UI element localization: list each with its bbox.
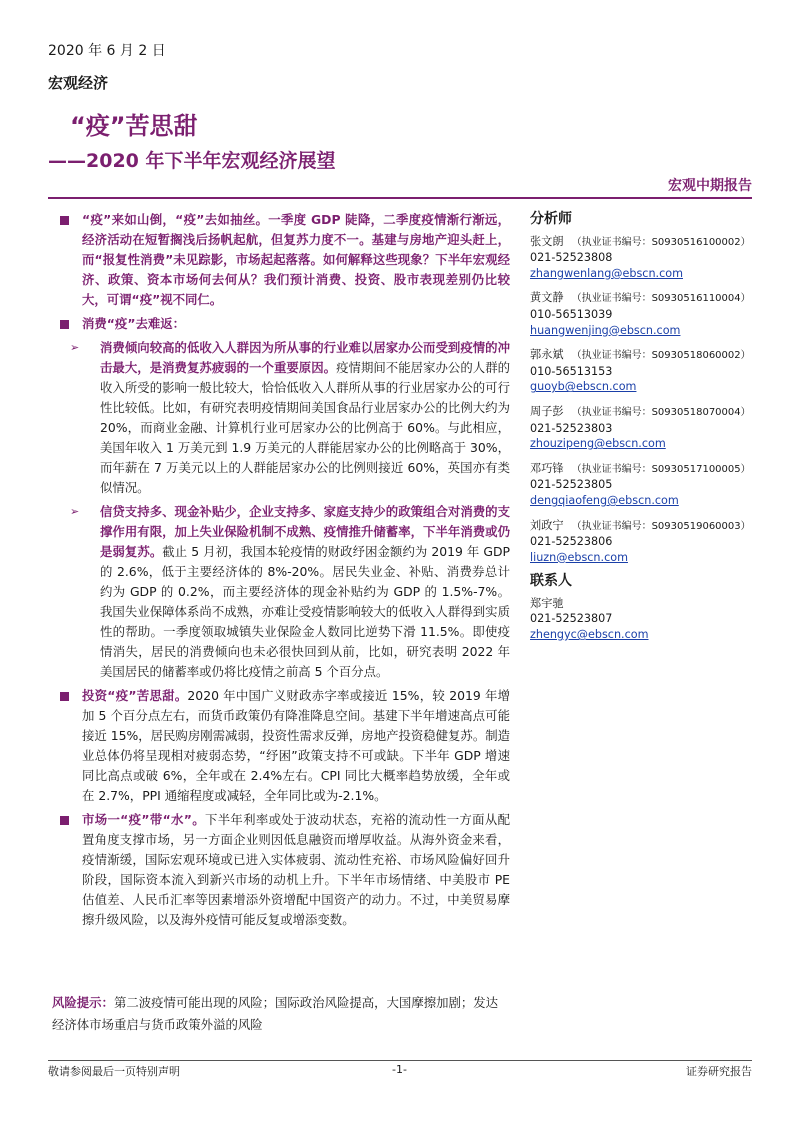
consumption-point-1	[52, 338, 510, 498]
analyst-name: 郭永斌	[530, 348, 564, 362]
report-category: 宏观经济	[48, 74, 109, 92]
square-bullet-icon	[60, 692, 69, 701]
analyst-phone: 021-52523803	[530, 421, 613, 435]
summary-paragraph-intro	[52, 210, 510, 310]
analyst-email-link[interactable]: guoyb@ebscn.com	[530, 380, 637, 394]
contact-card	[530, 596, 760, 643]
summary-paragraph-market	[52, 810, 510, 930]
analyst-card	[530, 347, 760, 395]
analyst-phone: 021-52523805	[530, 478, 613, 492]
contact-phone: 021-52523807	[530, 612, 613, 626]
analyst-card	[530, 404, 760, 452]
point-1-text: 疫情期间不能居家办公的人群的收入所受的影响一般比较大，恰恰低收入人群所从事的行业居家办公的可行性比较低。比如，有研究表明疫情期间美国食品行业居家办公的比例大约为 20%，而商业金融、计算机行业可居家办公的比例高于 60%。与此相应，美国年收入 1 万美元到 1.9 万美元的人群能居家办公的比例略高于 30%，而年薪在 7 万美元以上的人群能居家办公的比例则接近 60%，英国亦有类似情况。	[100, 360, 511, 495]
analyst-name: 黄文静	[530, 291, 564, 305]
intro-text: “疫”来如山倒，“疫”去如抽丝。一季度 GDP 陡降，二季度疫情渐行渐远，经济活动在短暂搁浅后扬帆起航，但复苏力度不一。基建与房地产迎头赶上，而“报复性消费”未见踪影，市场起起落落。如何解释这些现象？下半年宏观经济、政策、资本市场何去何从？我们预计消费、投资、股市表现差别仍比较大，可谓“疫”视不同仁。	[82, 212, 510, 307]
footer-disclaimer: 敬请参阅最后一页特别声明	[48, 1065, 180, 1078]
analyst-cert: （执业证书编号：S0930516110004）	[571, 293, 751, 305]
analyst-name: 邓巧锋	[530, 461, 564, 475]
report-type-label: 宏观中期报告	[668, 178, 752, 194]
analyst-cert: （执业证书编号：S0930518060002）	[571, 350, 751, 362]
risk-text: 第二波疫情可能出现的风险；国际政治风险提高，大国摩擦加剧；发达经济体市场重启与货币政策外溢的风险	[52, 995, 499, 1032]
analyst-email-link[interactable]: dengqiaofeng@ebscn.com	[530, 493, 679, 507]
summary-column	[52, 210, 510, 934]
analyst-name: 刘政宁	[530, 518, 564, 532]
header-divider	[48, 197, 752, 199]
contact-heading: 联系人	[530, 573, 572, 590]
analyst-card	[530, 234, 760, 282]
risk-warning	[52, 992, 510, 1036]
footer-divider	[48, 1060, 752, 1061]
analyst-card	[530, 290, 760, 338]
consumption-heading: 消费“疫”去难返：	[82, 316, 186, 331]
page-number: -1-	[392, 1063, 407, 1076]
summary-paragraph-consumption	[52, 314, 510, 334]
consumption-point-2	[52, 502, 510, 682]
analyst-email-link[interactable]: liuzn@ebscn.com	[530, 550, 628, 564]
contact-email-link[interactable]: zhengyc@ebscn.com	[530, 628, 649, 642]
analyst-card	[530, 461, 760, 509]
analyst-email-link[interactable]: zhouzipeng@ebscn.com	[530, 437, 666, 451]
arrow-bullet-icon: ➢	[70, 341, 80, 354]
analyst-heading: 分析师	[530, 211, 572, 227]
market-text: 下半年利率或处于波动状态，充裕的流动性一方面从配置角度支撑市场，另一方面企业则因低息融资而增厚收益。从海外资金来看，疫情渐缓，国际宏观环境或已进入实体疲弱、流动性充裕、市场风险偏好回升阶段，国际资本流入到新兴市场的动机上升。下半年市场情绪、中美股市 PE 估值差、人民币汇率等因素增添外资增配中国资产的动力。不过，中美贸易摩擦升级风险，以及海外疫情可能反复或增添变数。	[82, 812, 510, 927]
summary-paragraph-investment	[52, 686, 510, 806]
sidebar	[530, 212, 760, 652]
square-bullet-icon	[60, 816, 69, 825]
investment-text: 2020 年中国广义财政赤字率或接近 15%，较 2019 年增加 5 个百分点左右，而货币政策仍有降准降息空间。基建下半年增速高点可能接近 15%，居民购房刚需减弱，投资性需求反弹，房地产投资稳健复苏。制造业总体仍将呈现相对疲弱态势，“纾困”政策支持不可或缺。下半年 GDP 增速同比高点或破 6%，全年或在 2.4%左右。CPI 同比大概率趋势放缓，全年或在 2.7%，PPI 通缩程度或减轻，全年同比或为-2.1%。	[82, 688, 510, 803]
market-heading: 市场一“疫”带“水”。	[82, 812, 205, 827]
analyst-phone: 021-52523806	[530, 535, 613, 549]
arrow-bullet-icon: ➢	[70, 505, 80, 518]
point-2-bold: 信贷支持多、现金补贴少，企业支持多、家庭支持少的政策组合对消费的支撑作用有限，加上失业保险机制不成熟、疫情推升储蓄率，下半年消费或仍是弱复苏。	[100, 504, 510, 559]
analyst-name: 张文朗	[530, 234, 564, 248]
point-2-text: 截止 5 月初，我国本轮疫情的财政纾困金额约为 2019 年 GDP 的 2.6%，低于主要经济体的 8%-20%。居民失业金、补贴、消费券总计约为 GDP 的 0.2%，而主要经济体的现金补贴约为 GDP 的 1.5%-7%。我国失业保障体系尚不成熟，亦难让受疫情影响较大的低收入人群得到实质性的帮助。一季度领取城镇失业保险金人数同比逆势下滑 11.5%。即使疫情消失，居民的消费倾向也未必很快回到从前，比如，研究表明 2022 年美国居民的储蓄率或仍将比疫情之前高 5 个百分点。	[100, 544, 510, 679]
contact-name: 郑宇驰	[530, 596, 564, 610]
report-date: 2020 年 6 月 2 日	[48, 43, 166, 59]
footer-report-label: 证券研究报告	[686, 1065, 752, 1078]
point-1-bold: 消费倾向较高的低收入人群因为所从事的行业难以居家办公而受到疫情的冲击最大，是消费复苏疲弱的一个重要原因。	[100, 340, 510, 375]
report-subtitle: ——2020 年下半年宏观经济展望	[48, 150, 336, 172]
analyst-cert: （执业证书编号：S0930517100005）	[571, 463, 751, 475]
analyst-cert: （执业证书编号：S0930518070004）	[571, 406, 751, 418]
analyst-phone: 010-56513039	[530, 307, 613, 321]
investment-heading: 投资“疫”苦思甜。	[82, 688, 188, 703]
analyst-phone: 021-52523808	[530, 251, 613, 265]
analyst-phone: 010-56513153	[530, 364, 613, 378]
square-bullet-icon	[60, 320, 69, 329]
analyst-name: 周子彭	[530, 404, 564, 418]
analyst-email-link[interactable]: huangwenjing@ebscn.com	[530, 323, 681, 337]
analyst-cert: （执业证书编号：S0930516100002）	[571, 236, 751, 248]
analyst-card	[530, 518, 760, 566]
risk-label: 风险提示：	[52, 995, 114, 1010]
analyst-cert: （执业证书编号：S0930519060003）	[571, 520, 751, 532]
analyst-email-link[interactable]: zhangwenlang@ebscn.com	[530, 266, 683, 280]
report-title: “疫”苦思甜	[70, 112, 198, 140]
square-bullet-icon	[60, 216, 69, 225]
